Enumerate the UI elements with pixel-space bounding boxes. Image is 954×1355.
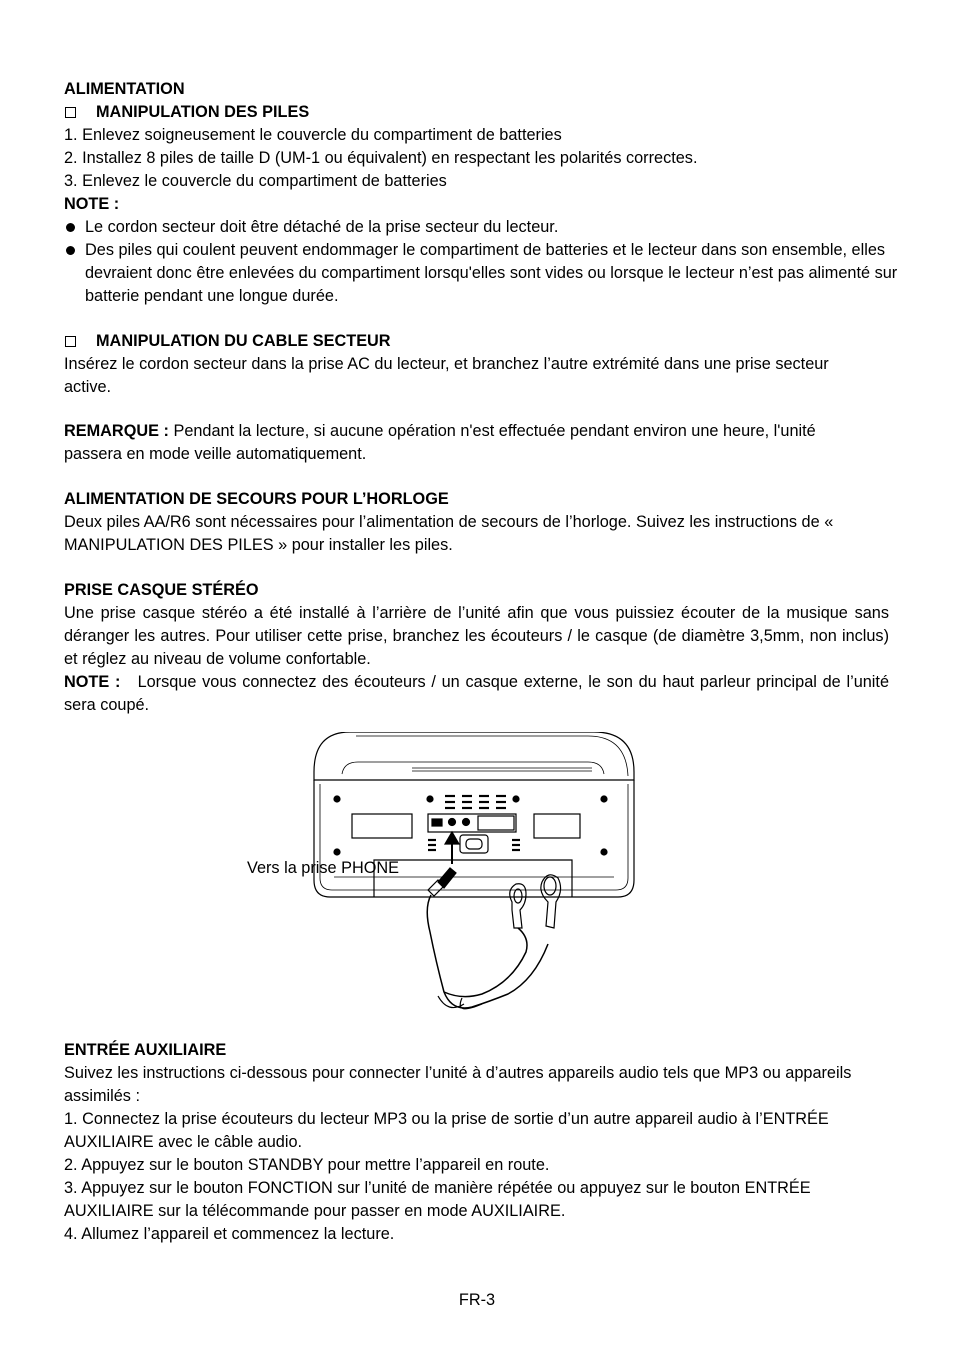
remarque-paragraph: [64, 420, 864, 466]
piles-step-2: 2. Installez 8 piles de taille D (UM-1 ou équivalent) en respectant les polarités correctes.: [64, 149, 698, 167]
aux-step-4: 4. Allumez l’appareil et commencez la lecture.: [64, 1225, 395, 1243]
remarque-label: REMARQUE :: [64, 422, 169, 440]
section-title-casque: PRISE CASQUE STÉRÉO: [64, 581, 259, 599]
aux-intro: Suivez les instructions ci-dessous pour connecter l’unité à d’autres appareils audio tels que MP3 ou appareils assimilés :: [64, 1064, 852, 1105]
section-title-alimentation: ALIMENTATION: [64, 80, 185, 98]
document-page: [64, 78, 898, 1246]
note-bullet-2: Des piles qui coulent peuvent endommager le compartiment de batteries et le lecteur dans son ensemble, elles devraient donc être enlevées du compartiment lorsqu'elles sont vides ou lorsque le lecteur n’est pas alimenté sur batterie pendant une longue durée.: [64, 239, 905, 308]
subsection-title-cable: MANIPULATION DU CABLE SECTEUR: [64, 330, 889, 353]
casque-note-label: NOTE :: [64, 673, 121, 691]
piles-step-3: 3. Enlevez le couvercle du compartiment de batteries: [64, 172, 447, 190]
section-title-secours: ALIMENTATION DE SECOURS POUR L’HORLOGE: [64, 490, 449, 508]
piles-step-1: 1. Enlevez soigneusement le couvercle du compartiment de batteries: [64, 126, 562, 144]
bullet-dot-icon: [66, 246, 75, 255]
checkbox-bullet-icon: [65, 336, 76, 347]
remarque-text: Pendant la lecture, si aucune opération n'est effectuée pendant environ une heure, l'unité passera en mode veille automatiquement.: [64, 422, 816, 463]
headphone-connection-figure: [64, 717, 889, 1037]
figure-label-phone: Vers la prise PHONE: [247, 859, 400, 877]
secours-text: Deux piles AA/R6 sont nécessaires pour l’alimentation de secours de l’horloge. Suivez les instructions de « MANIPULATION DES PILES » pour installer les piles.: [64, 513, 834, 554]
cable-text: Insérez le cordon secteur dans la prise AC du lecteur, et branchez l’autre extrémité dans une prise secteur active.: [64, 355, 829, 396]
bullet-dot-icon: [66, 223, 75, 232]
casque-note-text: Lorsque vous connectez des écouteurs / un casque externe, le son du haut parleur principal de l’unité sera coupé.: [64, 673, 889, 714]
radio-back-illustration: [312, 732, 652, 1032]
note-bullet-1: Le cordon secteur doit être détaché de la prise secteur du lecteur.: [64, 216, 889, 239]
section-title-aux: ENTRÉE AUXILIAIRE: [64, 1041, 227, 1059]
aux-step-3: 3. Appuyez sur le bouton FONCTION sur l’unité de manière répétée ou appuyez sur le bouton ENTRÉE AUXILIAIRE sur la télécommande pour passer en mode AUXILIAIRE.: [64, 1179, 811, 1220]
casque-note: [64, 671, 889, 717]
note-label: NOTE :: [64, 195, 120, 213]
aux-step-2: 2. Appuyez sur le bouton STANDBY pour mettre l’appareil en route.: [64, 1156, 550, 1174]
checkbox-bullet-icon: [65, 107, 76, 118]
subsection-title-piles: MANIPULATION DES PILES: [64, 101, 889, 124]
aux-step-1: 1. Connectez la prise écouteurs du lecteur MP3 ou la prise de sortie d’un autre appareil audio à l’ENTRÉE AUXILIAIRE avec le câble audio.: [64, 1110, 829, 1151]
casque-text: Une prise casque stéréo a été installé à l’arrière de l’unité afin que vous puissiez écouter de la musique sans déranger les autres. Pour utiliser cette prise, branchez les écouteurs / le casque (de diamètre 3,5mm, non inclus) et réglez au niveau de volume confortable.: [64, 604, 889, 668]
page-number: FR-3: [458, 1291, 496, 1309]
